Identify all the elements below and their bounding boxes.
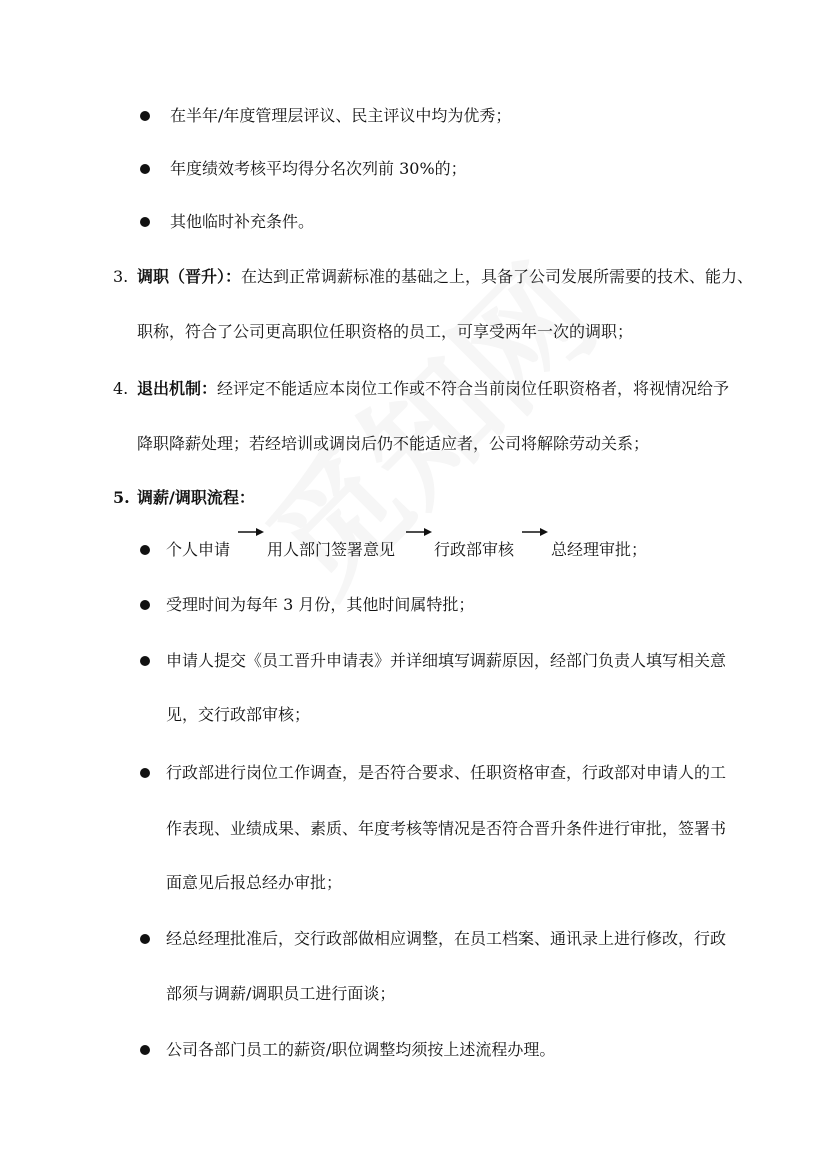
list-item: 行政部进行岗位工作调查，是否符合要求、任职资格审查，行政部对申请人的工 <box>166 763 727 782</box>
flow-step-1: 个人申请 <box>166 540 231 559</box>
list-item: 在半年/年度管理层评议、民主评议中均为优秀； <box>170 106 512 125</box>
arrow-right-icon <box>238 527 264 537</box>
bullet-dot <box>140 217 150 227</box>
arrow-right-icon <box>522 527 548 537</box>
list-item: 受理时间为每年 3 月份，其他时间属特批； <box>166 595 475 614</box>
item4-label: 退出机制： <box>137 379 218 398</box>
list-item: 申请人提交《员工晋升申请表》并详细填写调薪原因，经部门负责人填写相关意 <box>166 651 727 670</box>
bullet-dot <box>140 1045 150 1055</box>
item4-text: 经评定不能适应本岗位工作或不符合当前岗位任职资格者，将视情况给予 <box>217 379 730 398</box>
item-number: 5. <box>113 488 130 507</box>
arrow-right-icon <box>406 527 432 537</box>
bullet-dot <box>140 545 150 555</box>
list-item-continuation: 部须与调薪/调职员工进行面谈； <box>166 984 396 1003</box>
flow-step-3: 行政部审核 <box>434 540 515 559</box>
list-item-continuation: 面意见后报总经办审批； <box>166 873 343 892</box>
bullet-dot <box>140 656 150 666</box>
item3-text: 在达到正常调薪标准的基础之上，具备了公司发展所需要的技术、能力、 <box>241 267 754 286</box>
flow-step-4: 总经理审批； <box>551 540 648 559</box>
bullet-dot <box>140 934 150 944</box>
item3-line2: 职称，符合了公司更高职位任职资格的员工，可享受两年一次的调职； <box>137 322 634 341</box>
bullet-dot <box>140 768 150 778</box>
item5-heading: 调薪/调职流程： <box>137 488 255 507</box>
flow-step-2: 用人部门签署意见 <box>267 540 396 559</box>
list-item: 公司各部门员工的薪资/职位调整均须按上述流程办理。 <box>166 1040 556 1059</box>
list-item: 年度绩效考核平均得分名次列前 30%的； <box>170 159 467 178</box>
list-item-continuation: 作表现、业绩成果、素质、年度考核等情况是否符合晋升条件进行审批，签署书 <box>166 819 727 838</box>
item-number: 3. <box>113 267 129 286</box>
bullet-dot <box>140 600 150 610</box>
bullet-dot <box>140 164 150 174</box>
item4-line2: 降职降薪处理；若经培训或调岗后仍不能适应者，公司将解除劳动关系； <box>137 434 650 453</box>
item-number: 4. <box>113 379 129 398</box>
bullet-dot <box>140 111 150 121</box>
list-item-continuation: 见，交行政部审核； <box>166 705 311 724</box>
list-item: 经总经理批准后，交行政部做相应调整，在员工档案、通讯录上进行修改，行政 <box>166 929 727 948</box>
item3-label: 调职（晋升）： <box>137 267 242 286</box>
list-item: 其他临时补充条件。 <box>170 212 315 231</box>
item4-line1 <box>137 378 729 400</box>
item3-line1 <box>137 266 753 288</box>
